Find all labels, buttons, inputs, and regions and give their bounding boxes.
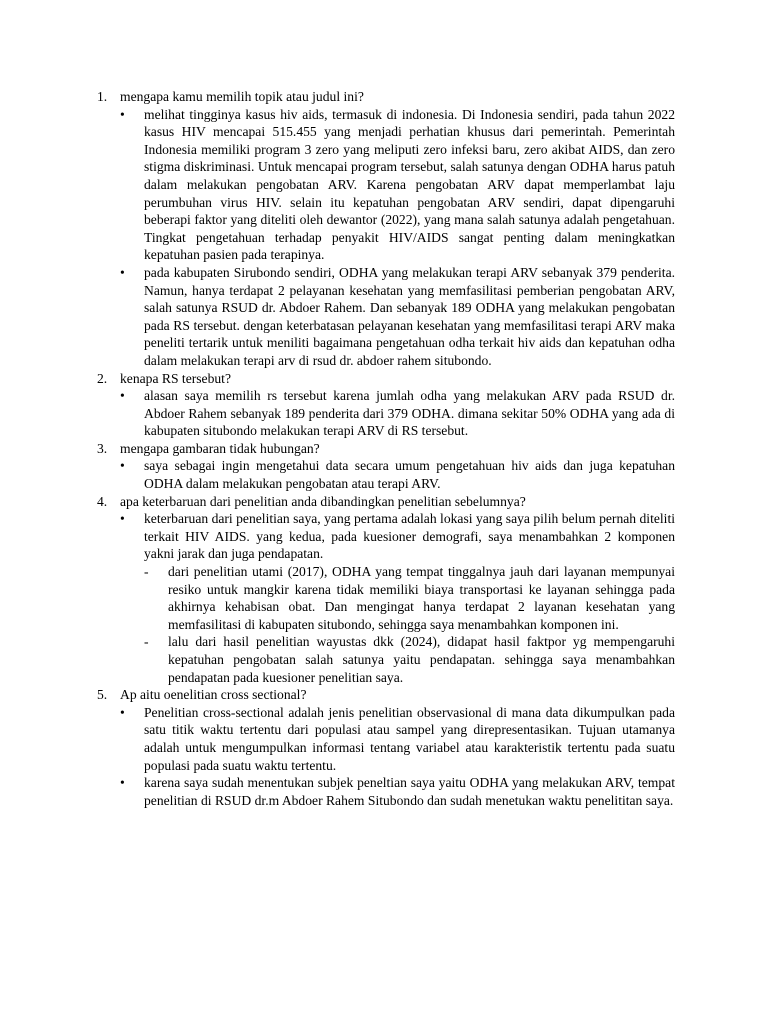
question-number: 2. — [97, 370, 108, 386]
qa-list — [97, 88, 675, 809]
sub-text: lalu dari hasil penelitian wayustas dkk (2024), didapat hasil faktpor yg mempengaruhi kepatuhan pengobatan salah satunya yaitu pendapatan. sehingga saya menambahkan pendapatan pada kuesioner penelitian saya. — [168, 634, 675, 685]
answer-list — [120, 510, 675, 686]
question-text: Ap aitu oenelitian cross sectional? — [120, 687, 307, 703]
answer-list — [120, 704, 675, 810]
answer-text: Penelitian cross-sectional adalah jenis penelitian observasional di mana data dikumpulkan pada satu titik waktu tertentu dari populasi atau sampel yang direpresentasikan. Tujuan utamanya adalah untuk mengumpulkan informasi tentang variabel atau karakteristik tertentu pada suatu populasi pada suatu waktu tertentu. — [144, 704, 675, 773]
answer-text: karena saya sudah menentukan subjek peneltian saya yaitu ODHA yang melakukan ARV, tempat penelitian di RSUD dr.m Abdoer Rahem Situbondo dan sudah menetukan waktu penelititan saya. — [144, 775, 675, 808]
sub-text: dari penelitian utami (2017), ODHA yang tempat tinggalnya jauh dari layanan mempunyai resiko untuk mangkir karena tidak memiliki biaya transportasi ke layanan sehingga pada akhirnya kehabisan obat. Dan mengingat hanya terdapat 2 layanan kesehatan yang memfasilitasi di kabupaten situbondo, sehingga saya menambahkan komponen ini. — [168, 564, 675, 632]
bullet-icon: • — [120, 388, 125, 404]
question-number: 1. — [97, 89, 108, 104]
answer-bullet — [120, 457, 675, 492]
bullet-icon: • — [120, 264, 125, 280]
answer-text: saya sebagai ingin mengetahui data secara umum pengetahuan hiv aids dan juga kepatuhan ODHA dalam melakukan pengobatan atau terapi ARV. — [144, 458, 675, 492]
question-item-1 — [97, 88, 675, 370]
answer-list — [120, 387, 675, 440]
answer-bullet — [120, 510, 675, 563]
sub-item — [120, 633, 675, 686]
question-number: 4. — [97, 493, 108, 509]
question-text: mengapa kamu memilih topik atau judul ini? — [120, 89, 364, 104]
question-item-3 — [97, 440, 675, 493]
answer-text: keterbaruan dari penelitian saya, yang pertama adalah lokasi yang saya pilih belum pernah diteliti terkait HIV AIDS. yang kedua, pada kuesioner demografi, saya menambahkan 2 komponen yakni jarak dan juga pendapatan. — [144, 511, 675, 562]
answer-bullet — [120, 387, 675, 440]
sub-item — [120, 563, 675, 633]
question-text: kenapa RS tersebut? — [120, 370, 231, 386]
answer-bullet — [120, 264, 675, 370]
bullet-icon: • — [120, 704, 125, 720]
answer-bullet — [120, 704, 675, 774]
bullet-icon: • — [120, 106, 125, 122]
answer-text: pada kabupaten Sirubondo sendiri, ODHA yang melakukan terapi ARV sebanyak 379 penderita. Namun, hanya terdapat 2 pelayanan kesehatan yang memfasilitasi pemberian pengobatan ARV, salah satunya RSUD dr. Abdoer Rahem. Dan sebanyak 189 ODHA yang melakukan pengobatan pada RS tersebut. dengan keterbatasan pelayanan kesehatan yang memfasilitasi terapi ARV maka peneliti tertarik untuk meniliti bagaimana pengetahuan odha terkait hiv aids dan kepatuhan odha dalam melakukan terapi arv di rsud dr. abdoer rahem situbondo. — [144, 264, 675, 368]
question-item-5 — [97, 686, 675, 809]
bullet-icon: • — [120, 511, 125, 527]
question-number: 5. — [97, 687, 108, 703]
question-number: 3. — [97, 440, 108, 456]
question-text: apa keterbaruan dari penelitian anda dibandingkan penelitian sebelumnya? — [120, 493, 526, 509]
answer-bullet — [120, 774, 675, 809]
answer-list — [120, 457, 675, 492]
answer-bullet — [120, 106, 675, 264]
sub-list — [120, 563, 675, 686]
bullet-icon: • — [120, 458, 125, 474]
dash-icon: - — [144, 634, 149, 650]
question-text: mengapa gambaran tidak hubungan? — [120, 440, 320, 456]
dash-icon: - — [144, 564, 149, 580]
answer-text: melihat tingginya kasus hiv aids, termasuk di indonesia. Di Indonesia sendiri, pada tahun 2022 kasus HIV mencapai 515.455 yang menjadi perhatian khusus dari pemerintah. Pemerintah Indonesia memiliki program 3 zero yang meliputi zero infeksi baru, zero akibat AIDS, dan zero stigma diskriminasi. Untuk mencapai program tersebut, salah satunya dengan ODHA harus patuh dalam melakukan pengobatan ARV. Karena pengobatan ARV dapat memperlambat laju perumbuhan virus HIV. selain itu kepatuhan pengobatan ARV sendiri, dapat dipengaruhi beberapi faktor yang diteliti oleh dewantor (2022), yang mana salah satunya adalah pengetahuan. Tingkat pengetahuan terhadap penyakit HIV/AIDS sangat penting dalam meningkatkan kepatuhan pasien pada terapinya. — [144, 106, 675, 263]
answer-list — [120, 106, 675, 370]
question-item-4 — [97, 493, 675, 687]
bullet-icon: • — [120, 775, 125, 791]
question-item-2 — [97, 370, 675, 440]
answer-text: alasan saya memilih rs tersebut karena jumlah odha yang melakukan ARV pada RSUD dr. Abdoer Rahem sebanyak 189 penderita dari 379 ODHA. dimana sekitar 50% ODHA yang ada di kabupaten situbondo melakukan terapi ARV di RS tersebut. — [144, 388, 675, 439]
